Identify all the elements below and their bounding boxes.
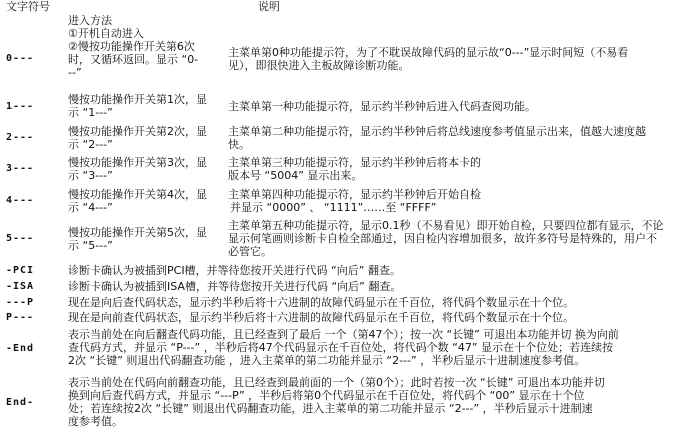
method-line: 时，又循环返回。显示 “0- xyxy=(68,53,199,66)
symbol-column-header: 文字符号 xyxy=(6,0,50,13)
display-symbol: 2--- xyxy=(6,132,35,143)
description-line: 度参考值。 xyxy=(68,415,123,428)
description-line: 版本号 “5004” 显示出来。 xyxy=(228,169,363,182)
method-line: 慢按功能操作开关第4次，显 xyxy=(68,188,207,201)
method-line: 慢按功能操作开关第3次，显 xyxy=(68,156,207,169)
method-line: 慢按功能操作开关第5次，显 xyxy=(68,226,207,239)
description-text xyxy=(228,156,683,182)
description-line: 现在是向前查代码状态，显示约半秒后将十六进制的故障代码显示在千百位，将代码个数显示在十个位。 xyxy=(68,311,574,324)
display-symbol: 3--- xyxy=(6,163,35,174)
method-text xyxy=(68,226,226,252)
description-column-header: 说明 xyxy=(258,0,280,13)
method-line: 示 “2---” xyxy=(68,138,113,151)
description-text xyxy=(68,296,683,309)
description-line: 必管它。 xyxy=(228,245,272,258)
table-row xyxy=(0,296,686,310)
description-line: 快。 xyxy=(228,138,250,151)
method-line: 示 “5---” xyxy=(68,239,113,252)
display-symbol: 1--- xyxy=(6,101,35,112)
description-text xyxy=(228,125,683,151)
description-line: 主菜单第二种功能提示符，显示约半秒钟后将总线速度参考值显示出来，值越大速度越 xyxy=(228,125,646,138)
method-line: 示 “1---” xyxy=(68,106,113,119)
description-line: 主菜单第四种功能提示符，显示约半秒钟后开始自检 xyxy=(228,188,481,201)
display-symbol: 0--- xyxy=(6,53,35,64)
description-line: 处；若连续按2次 “长键” 则退出代码翻查功能，进入主菜单的第二功能并显示 “2---” ，半秒后显示十进制速 xyxy=(68,402,593,415)
method-text xyxy=(68,125,226,151)
display-symbol: ---P xyxy=(6,297,35,308)
table-row xyxy=(0,14,686,79)
description-line: 诊断卡确认为被插到PCI槽，并等待您按开关进行代码 “向后” 翻查。 xyxy=(68,264,401,277)
display-symbol: -PCI xyxy=(6,265,35,276)
description-text xyxy=(68,328,683,367)
description-line: 主菜单第0种功能提示符，为了不耽误故障代码的显示故“0---”显示时间短（不易看 xyxy=(228,46,629,59)
description-text xyxy=(228,46,683,72)
table-row xyxy=(0,280,686,294)
description-line: 现在是向后查代码状态，显示约半秒后将十六进制的故障代码显示在千百位，将代码个数显示在十个位。 xyxy=(68,296,574,309)
description-line: 2次 “长键” 则退出代码翻查功能 ，进入主菜单的第二功能并显示 “2---” ，半秒后显示十进制速度参考值。 xyxy=(68,354,586,367)
table-row xyxy=(0,125,686,151)
display-symbol: P--- xyxy=(6,312,35,323)
description-line: 并显示 “0000” 、 “1111”……至 “FFFF” xyxy=(230,201,437,214)
description-line: 主菜单第一种功能提示符，显示约半秒钟后进入代码查阅功能。 xyxy=(228,100,536,113)
description-line: 见），即很快进入主板故障诊断功能。 xyxy=(228,59,410,72)
method-text xyxy=(68,188,226,214)
table-row xyxy=(0,93,686,119)
description-line: 主菜单第五种功能提示符，显示0.1秒（不易看见）即开始自检，只要四位都有显示，不论 xyxy=(228,219,664,232)
method-line: 慢按功能操作开关第1次，显 xyxy=(68,93,207,106)
method-text xyxy=(68,14,226,79)
table-row xyxy=(0,264,686,278)
display-symbol: 4--- xyxy=(6,195,35,206)
description-text xyxy=(68,264,683,277)
description-line: 诊断卡确认为被插到ISA槽，并等待您按开关进行代码 “向后” 翻查。 xyxy=(68,280,402,293)
description-line: 换到向后查代码方式，并显示 “---P” ，半秒后将第0个代码显示在千百位处，将代码个 “00” 显示在十个位 xyxy=(68,389,585,402)
description-text xyxy=(68,376,683,428)
description-line: 表示当前处在代码向前翻查功能，且已经查到最前面的一个（第0个）；此时若按一次 “长键” 可退出本功能并切 xyxy=(68,376,605,389)
table-row xyxy=(0,376,686,432)
display-symbol: 5--- xyxy=(6,233,35,244)
method-text xyxy=(68,156,226,182)
description-text xyxy=(68,280,683,293)
method-line: 进入方法 xyxy=(68,14,112,27)
table-row xyxy=(0,219,686,259)
description-text xyxy=(228,188,683,214)
description-text xyxy=(68,311,683,324)
method-line: 慢按功能操作开关第2次，显 xyxy=(68,125,207,138)
description-line: 显示何笔画则诊断卡自检全部通过，因自检内容增加很多，故许多符号是特殊的，用户不 xyxy=(228,232,657,245)
method-line: 示 “3---” xyxy=(68,169,113,182)
display-symbol: End- xyxy=(6,397,35,408)
table-row xyxy=(0,311,686,325)
display-symbol: -End xyxy=(6,343,35,354)
display-symbol: -ISA xyxy=(6,281,35,292)
method-line: ①开机自动进入 xyxy=(68,27,144,40)
method-text xyxy=(68,93,226,119)
method-line: 示 “4---” xyxy=(68,201,113,214)
description-text xyxy=(228,100,683,113)
description-line: 表示当前处在向后翻查代码功能，且已经查到了最后 一个（第47个）；按一次 “长键” 可退出本功能并切 换为向前 xyxy=(68,328,619,341)
method-line: ②慢按功能操作开关第6次 xyxy=(68,40,195,53)
table-row xyxy=(0,156,686,182)
method-line: --” xyxy=(68,66,82,79)
table-row xyxy=(0,328,686,370)
description-line: 主菜单第三种功能提示符，显示约半秒钟后将本卡的 xyxy=(228,156,481,169)
description-text xyxy=(228,219,683,258)
description-line: 查代码方式，并显示 “P---” ，半秒后将47个代码显示在千百位处，将代码个数 “47” 显示在十个位处；若连续按 xyxy=(68,341,614,354)
table-row xyxy=(0,188,686,214)
